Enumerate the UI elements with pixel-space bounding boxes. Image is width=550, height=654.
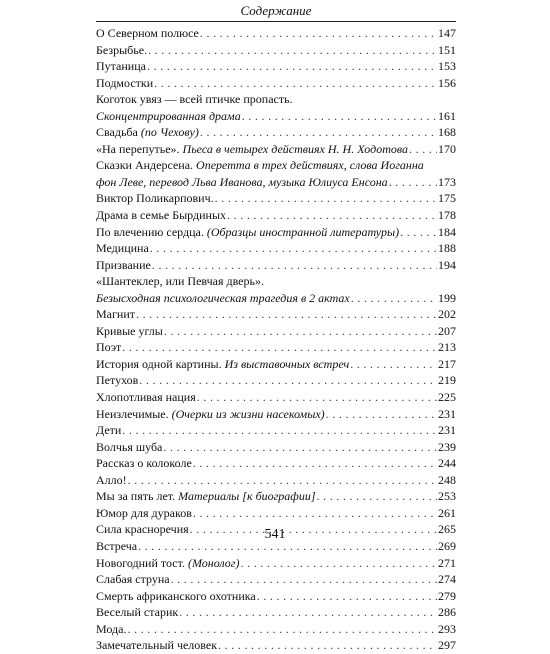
toc-entry-title: Магнит bbox=[96, 307, 136, 322]
toc-entry-page: 274 bbox=[438, 572, 456, 587]
toc-entry-title: фон Леве, перевод Льва Иванова, музыка Юлиуса Енсона bbox=[96, 174, 388, 189]
toc-entry-page: 151 bbox=[438, 42, 456, 57]
toc-entry-page: 261 bbox=[438, 505, 456, 520]
toc-entry[interactable] bbox=[96, 273, 456, 306]
toc-entry[interactable] bbox=[96, 339, 456, 356]
toc-entry-title: Веселый старик bbox=[96, 605, 179, 620]
toc-entry[interactable] bbox=[96, 157, 456, 190]
toc-entry[interactable] bbox=[96, 571, 456, 588]
toc-entry-page: 178 bbox=[438, 208, 456, 223]
toc-entry[interactable] bbox=[96, 224, 456, 241]
toc-entry-page: 225 bbox=[438, 390, 456, 405]
page-number: 541 bbox=[264, 527, 286, 542]
dot-leader bbox=[164, 323, 437, 340]
toc-entry-title: Слабая струна bbox=[96, 572, 170, 587]
dot-leader bbox=[351, 290, 437, 307]
dot-leader bbox=[154, 75, 437, 92]
toc-entry-title: Замечательный человек bbox=[96, 638, 218, 653]
dot-leader bbox=[139, 372, 437, 389]
toc-entry-title: Драма в семье Бырдиных bbox=[96, 208, 227, 223]
dot-leader bbox=[152, 257, 437, 274]
toc-entry-title: Рассказ о колоколе bbox=[96, 456, 192, 471]
toc-entry-page: 279 bbox=[438, 588, 456, 603]
toc-entry[interactable] bbox=[96, 455, 456, 472]
toc-entry[interactable] bbox=[96, 621, 456, 638]
toc-entry-line: «Шантеклер, или Певчая дверь». bbox=[96, 274, 264, 289]
dot-leader bbox=[409, 141, 437, 158]
toc-entry-title: Мы за пять лет. Материалы [к биографии] bbox=[96, 489, 316, 504]
toc-entry[interactable] bbox=[96, 588, 456, 605]
toc-entry[interactable] bbox=[96, 356, 456, 373]
toc-entry[interactable] bbox=[96, 306, 456, 323]
dot-leader bbox=[200, 124, 437, 141]
toc-entry-page: 244 bbox=[438, 456, 456, 471]
toc-entry[interactable] bbox=[96, 124, 456, 141]
dot-leader bbox=[193, 505, 437, 522]
toc-entry-title: Сконцентрированная драма bbox=[96, 108, 241, 123]
toc-entry-page: 219 bbox=[438, 373, 456, 388]
toc-entry-page: 297 bbox=[438, 638, 456, 653]
toc-entry[interactable] bbox=[96, 323, 456, 340]
toc-entry[interactable] bbox=[96, 141, 456, 158]
toc-entry-title: Путаница bbox=[96, 59, 146, 74]
toc-entry-page: 202 bbox=[438, 307, 456, 322]
toc-entry-page: 253 bbox=[438, 489, 456, 504]
toc-entry-title: Свадьба (по Чехову) bbox=[96, 125, 199, 140]
toc-entry[interactable] bbox=[96, 472, 456, 489]
toc-entry[interactable] bbox=[96, 58, 456, 75]
toc-entry-title: Призвание bbox=[96, 257, 151, 272]
running-header: Содержание bbox=[240, 3, 312, 18]
toc-entry-page: 286 bbox=[438, 605, 456, 620]
dot-leader bbox=[179, 604, 437, 621]
toc-entry[interactable] bbox=[96, 75, 456, 92]
toc-entry-title: Виктор Поликарпович. bbox=[96, 191, 214, 206]
toc-entry[interactable] bbox=[96, 488, 456, 505]
dot-leader bbox=[171, 571, 437, 588]
toc-entry-title: Мода. bbox=[96, 621, 127, 636]
toc-entry-title: Безрыбье. bbox=[96, 42, 148, 57]
toc-entry-page: 217 bbox=[438, 356, 456, 371]
toc-entry[interactable] bbox=[96, 207, 456, 224]
toc-entry-page: 161 bbox=[438, 108, 456, 123]
toc-entry-page: 239 bbox=[438, 439, 456, 454]
toc-entry-page: 199 bbox=[438, 290, 456, 305]
dot-leader bbox=[218, 637, 437, 654]
toc-entry-title: Поэт bbox=[96, 340, 122, 355]
toc-entry[interactable] bbox=[96, 637, 456, 654]
toc-entry-line: Сказки Андерсена. Оперетта в трех действиях, слова Иоганна bbox=[96, 158, 424, 173]
toc-entry-title: Алло! bbox=[96, 472, 127, 487]
dot-leader bbox=[227, 207, 437, 224]
toc-entry-page: 269 bbox=[438, 538, 456, 553]
header-rule bbox=[96, 21, 456, 22]
toc-entry-page: 175 bbox=[438, 191, 456, 206]
toc-entry[interactable] bbox=[96, 257, 456, 274]
dot-leader bbox=[127, 621, 437, 638]
dot-leader bbox=[197, 389, 437, 406]
toc-entry-page: 213 bbox=[438, 340, 456, 355]
toc-entry[interactable] bbox=[96, 389, 456, 406]
toc-entry-title: «На перепутье». Пьеса в четырех действиях Н. Н. Ходотова bbox=[96, 141, 409, 156]
toc-entry-title: Неизлечимые. (Очерки из жизни насекомых) bbox=[96, 406, 325, 421]
toc-entry-title: Смерть африканского охотника bbox=[96, 588, 256, 603]
dot-leader bbox=[128, 472, 437, 489]
toc-entry[interactable] bbox=[96, 42, 456, 59]
dot-leader bbox=[257, 588, 437, 605]
toc-entry-page: 207 bbox=[438, 323, 456, 338]
toc-entry-title: Сила красноречия bbox=[96, 522, 189, 537]
toc-entry-title: Медицина bbox=[96, 241, 149, 256]
dot-leader bbox=[200, 25, 437, 42]
dot-leader bbox=[400, 224, 437, 241]
toc-entry-page: 231 bbox=[438, 406, 456, 421]
toc-entry-page: 271 bbox=[438, 555, 456, 570]
toc-entry-page: 147 bbox=[438, 26, 456, 40]
toc-entry-title: Петухов bbox=[96, 373, 139, 388]
toc-entry-title: Кривые углы bbox=[96, 323, 163, 338]
dot-leader bbox=[147, 58, 437, 75]
toc-entry-title: Волчья шуба bbox=[96, 439, 163, 454]
dot-leader bbox=[122, 422, 437, 439]
toc-entry-page: 265 bbox=[438, 522, 456, 537]
dot-leader bbox=[350, 356, 437, 373]
toc-entry-title: Подмостки bbox=[96, 75, 154, 90]
toc-entry-title: По влечению сердца. (Образцы иностранной литературы) bbox=[96, 224, 400, 239]
toc-entry[interactable] bbox=[96, 190, 456, 207]
dot-leader bbox=[389, 174, 437, 191]
dot-leader bbox=[148, 42, 437, 59]
toc-entry-title: Дети bbox=[96, 423, 122, 438]
toc-entry-page: 188 bbox=[438, 241, 456, 256]
dot-leader bbox=[326, 406, 437, 423]
toc-entry[interactable] bbox=[96, 422, 456, 439]
toc-entry-title: Безысходная психологическая трагедия в 2 актах bbox=[96, 290, 350, 305]
toc-entry[interactable] bbox=[96, 555, 456, 572]
dot-leader bbox=[242, 108, 437, 125]
table-of-contents bbox=[96, 25, 456, 654]
dot-leader bbox=[163, 439, 437, 456]
toc-entry-page: 293 bbox=[438, 621, 456, 636]
dot-leader bbox=[136, 306, 437, 323]
toc-entry-title: Хлопотливая нация bbox=[96, 390, 196, 405]
toc-entry[interactable] bbox=[96, 406, 456, 423]
dot-leader bbox=[241, 555, 438, 572]
toc-entry-title: Встреча bbox=[96, 538, 138, 553]
toc-entry-title: История одной картины. Из выставочных встреч bbox=[96, 356, 350, 371]
toc-entry-line: Коготок увяз — всей птичке пропасть. bbox=[96, 92, 293, 107]
toc-entry-title: Новогодний тост. (Монолог) bbox=[96, 555, 240, 570]
dot-leader bbox=[122, 339, 437, 356]
toc-entry[interactable] bbox=[96, 25, 456, 42]
toc-entry-page: 168 bbox=[438, 125, 456, 140]
toc-entry[interactable] bbox=[96, 91, 456, 124]
toc-entry-title: Юмор для дураков bbox=[96, 505, 192, 520]
toc-entry[interactable] bbox=[96, 372, 456, 389]
toc-entry-page: 170 bbox=[438, 141, 456, 156]
toc-entry-page: 173 bbox=[438, 174, 456, 189]
toc-entry-page: 156 bbox=[438, 75, 456, 90]
toc-entry[interactable] bbox=[96, 505, 456, 522]
dot-leader bbox=[150, 240, 437, 257]
dot-leader bbox=[193, 455, 437, 472]
toc-entry-title: О Северном полюсе bbox=[96, 26, 199, 40]
toc-entry-page: 194 bbox=[438, 257, 456, 272]
dot-leader bbox=[215, 190, 437, 207]
toc-entry-page: 231 bbox=[438, 423, 456, 438]
toc-entry-page: 153 bbox=[438, 59, 456, 74]
toc-entry-page: 248 bbox=[438, 472, 456, 487]
dot-leader bbox=[317, 488, 438, 505]
toc-entry[interactable] bbox=[96, 240, 456, 257]
toc-entry[interactable] bbox=[96, 604, 456, 621]
toc-entry[interactable] bbox=[96, 439, 456, 456]
toc-entry-page: 184 bbox=[438, 224, 456, 239]
